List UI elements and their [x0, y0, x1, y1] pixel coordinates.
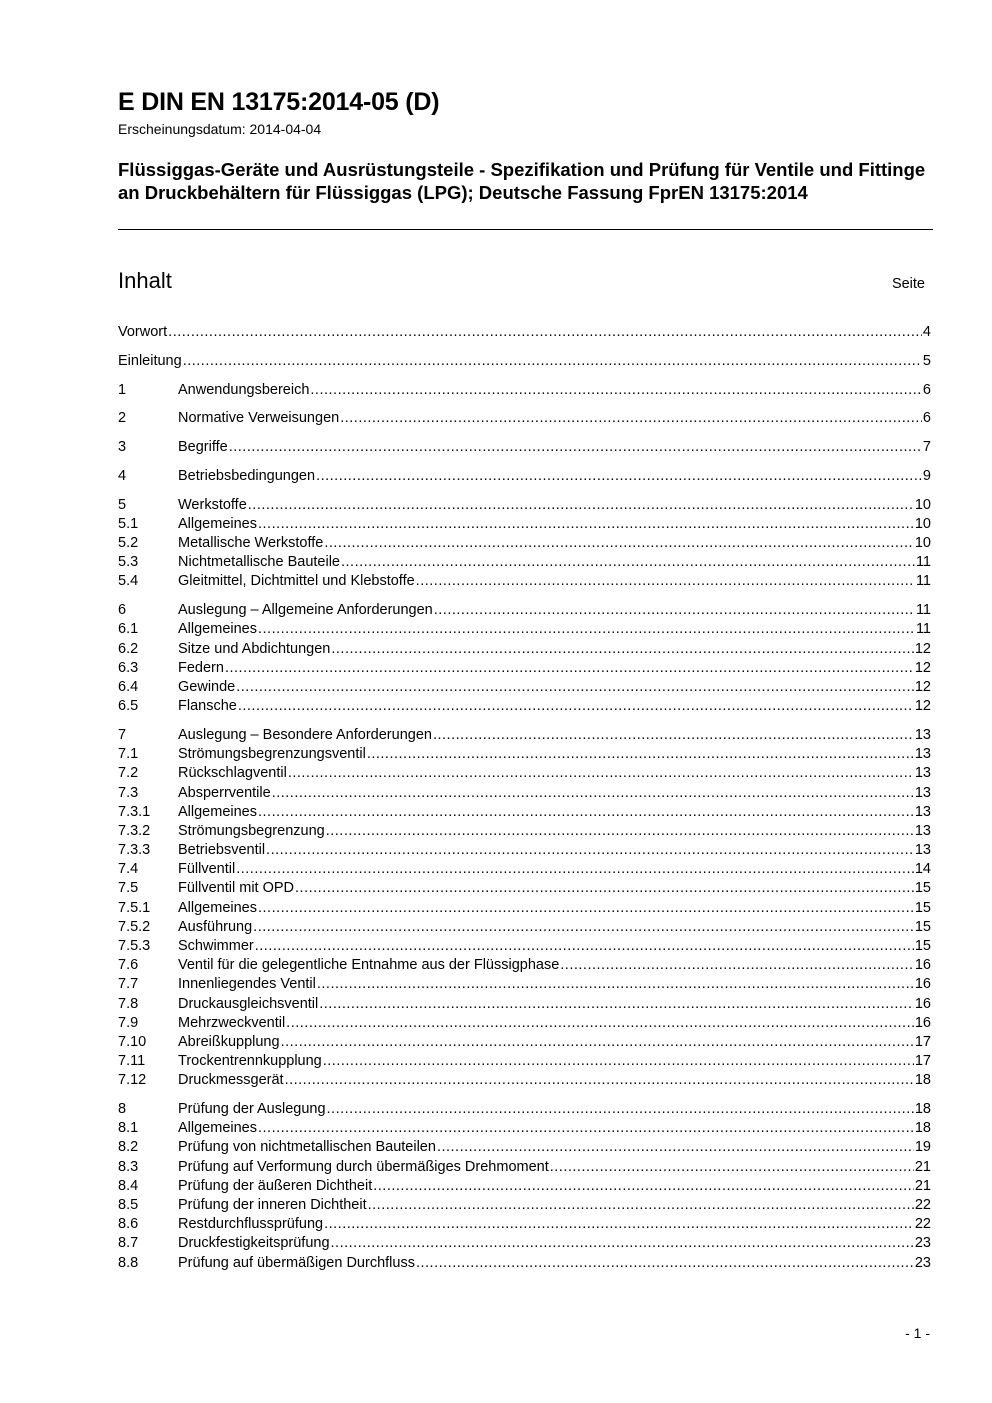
toc-entry-title: Anwendungsbereich: [178, 381, 310, 398]
toc-dot-leader: [310, 381, 922, 400]
toc-entry-number: 8.6: [118, 1216, 139, 1233]
toc-entry-title: Allgemeines: [178, 1120, 257, 1137]
toc-entry-number: 6: [118, 602, 127, 619]
toc-group: [118, 352, 931, 371]
toc-entry-number: 6.2: [118, 640, 139, 657]
toc-entry[interactable]: [118, 1138, 931, 1157]
toc-dot-leader: [281, 1033, 914, 1052]
toc-entry-number: 7.12: [118, 1072, 147, 1089]
toc-entry[interactable]: [118, 899, 931, 918]
toc-dot-leader: [266, 841, 914, 860]
toc-entry-number: 7.1: [118, 746, 139, 763]
toc-entry-number: 8.5: [118, 1197, 139, 1214]
toc-entry[interactable]: [118, 534, 931, 553]
toc-entry-number: 7.10: [118, 1033, 147, 1050]
toc-entry-title: Normative Verweisungen: [178, 410, 340, 427]
toc-dot-leader: [258, 899, 914, 918]
toc-dot-leader: [236, 860, 914, 879]
toc-entry-page: 11: [915, 573, 931, 590]
toc-entry-title: Allgemeines: [178, 803, 257, 820]
toc-dot-leader: [331, 1234, 914, 1253]
toc-entry[interactable]: [118, 323, 931, 342]
toc-dot-leader: [323, 1052, 914, 1071]
toc-entry[interactable]: [118, 1100, 931, 1119]
toc-entry-number: 8.3: [118, 1158, 139, 1175]
toc-entry-number: 8: [118, 1101, 127, 1118]
toc-entry-page: 16: [914, 995, 931, 1012]
toc-dot-leader: [272, 784, 914, 803]
toc-entry-page: 21: [914, 1158, 931, 1175]
toc-entry-title: Gleitmittel, Dichtmittel und Klebstoffe: [178, 573, 415, 590]
publication-date: Erscheinungsdatum: 2014-04-04: [118, 121, 322, 137]
toc-entry-number: 7.7: [118, 976, 139, 993]
toc-entry[interactable]: [118, 697, 931, 716]
toc-entry-title: Strömungsbegrenzungsventil: [178, 746, 366, 763]
toc-entry[interactable]: [118, 1196, 931, 1215]
toc-entry-title: Auslegung – Allgemeine Anforderungen: [178, 602, 433, 619]
toc-entry-title: Ventil für die gelegentliche Entnahme aus der Flüssigphase: [178, 957, 560, 974]
toc-entry-number: 8.2: [118, 1139, 139, 1156]
toc-dot-leader: [295, 879, 914, 898]
toc-entry-title: Allgemeines: [178, 621, 257, 638]
toc-entry[interactable]: [118, 640, 931, 659]
toc-entry-page: 12: [914, 659, 931, 676]
toc-dot-leader: [258, 1119, 914, 1138]
toc-entry[interactable]: [118, 1119, 931, 1138]
toc-entry-page: 15: [914, 918, 931, 935]
document-title: Flüssiggas-Geräte und Ausrüstungsteile - Spezifikation und Prüfung für Ventile und Fittinge an Druckbehältern für Flüssiggas (LPG); Deutsche Fassung FprEN 13175:2014: [118, 159, 926, 203]
toc-entry[interactable]: [118, 726, 931, 745]
toc-entry-title: Ausführung: [178, 918, 253, 935]
toc-entry-title: Prüfung auf übermäßigen Durchfluss: [178, 1254, 415, 1271]
toc-entry-number: 5.2: [118, 535, 139, 552]
toc-entry[interactable]: [118, 409, 931, 428]
toc-entry[interactable]: [118, 1052, 931, 1071]
toc-entry-page: 11: [915, 621, 931, 638]
toc-entry-number: 7.9: [118, 1014, 139, 1031]
toc-entry[interactable]: [118, 918, 931, 937]
toc-entry[interactable]: [118, 381, 931, 400]
toc-entry-page: 18: [914, 1120, 931, 1137]
toc-entry-page: 23: [914, 1254, 931, 1271]
toc-entry-number: 7: [118, 726, 127, 743]
toc-group: [118, 496, 931, 592]
toc-entry-title: Restdurchflussprüfung: [178, 1216, 324, 1233]
toc-group: [118, 323, 931, 342]
toc-entry[interactable]: [118, 956, 931, 975]
toc-group: [118, 381, 931, 400]
toc-dot-leader: [416, 572, 915, 591]
toc-entry-title: Prüfung der äußeren Dichtheit: [178, 1177, 373, 1194]
toc-entry-title: Druckfestigkeitsprüfung: [178, 1235, 330, 1252]
toc-entry-title: Schwimmer: [178, 938, 254, 954]
toc-entry-title: Abreißkupplung: [178, 1033, 280, 1050]
toc-entry-page: 16: [914, 1014, 931, 1031]
toc-entry[interactable]: [118, 975, 931, 994]
toc-entry-title: Innenliegendes Ventil: [178, 976, 316, 993]
toc-dot-leader: [319, 995, 914, 1014]
toc-entry-page: 10: [914, 496, 931, 513]
toc-entry[interactable]: [118, 1158, 931, 1177]
toc-dot-leader: [236, 678, 914, 697]
toc-entry-number: 6.4: [118, 678, 139, 695]
toc-dot-leader: [341, 553, 915, 572]
toc-dot-leader: [326, 822, 914, 841]
toc-entry-title: Absperrventile: [178, 784, 271, 801]
toc-dot-leader: [416, 1254, 914, 1273]
toc-entry-number: 8.4: [118, 1177, 139, 1194]
toc-group: [118, 601, 931, 716]
toc-entry-title: Mehrzweckventil: [178, 1014, 286, 1031]
toc-dot-leader: [316, 467, 922, 486]
toc-entry-title: Gewinde: [178, 678, 236, 695]
toc-entry-number: 1: [118, 381, 127, 398]
toc-entry[interactable]: [118, 496, 931, 515]
toc-entry-page: 15: [914, 899, 931, 916]
toc-entry-page: 13: [914, 842, 931, 859]
toc-entry-title: Betriebsventil: [178, 842, 266, 859]
toc-entry[interactable]: [118, 467, 931, 486]
toc-dot-leader: [324, 534, 914, 553]
document-id: E DIN EN 13175:2014-05 (D): [118, 88, 440, 116]
toc-dot-leader: [550, 1158, 914, 1177]
toc-entry-title: Nichtmetallische Bauteile: [178, 554, 340, 571]
toc-entry[interactable]: [118, 937, 931, 956]
toc-entry[interactable]: [118, 764, 931, 783]
toc-entry-page: 13: [914, 784, 931, 801]
toc-entry-page: 17: [914, 1053, 931, 1070]
toc-entry-number: 7.6: [118, 957, 139, 974]
toc-entry-page: 9: [922, 467, 931, 484]
toc-dot-leader: [437, 1138, 914, 1157]
toc-entry[interactable]: [118, 879, 931, 898]
toc-entry-title: Begriffe: [178, 439, 228, 456]
toc-entry-page: 15: [914, 880, 931, 897]
toc-dot-leader: [368, 1196, 914, 1215]
toc-entry-number: 7.3: [118, 784, 139, 801]
toc-entry-page: 13: [914, 726, 931, 743]
toc-entry[interactable]: [118, 438, 931, 457]
toc-entry-page: 21: [914, 1177, 931, 1194]
toc-entry-page: 22: [914, 1197, 931, 1214]
toc-entry-number: 5.4: [118, 573, 139, 590]
toc-entry-page: 13: [914, 746, 931, 763]
toc-entry-page: 11: [915, 602, 931, 619]
toc-entry-title: Trockentrennkupplung: [178, 1053, 322, 1070]
toc-entry-number: 7.3.2: [118, 822, 151, 839]
toc-entry-page: 23: [914, 1235, 931, 1252]
toc-entry-number: 7.11: [118, 1053, 146, 1070]
title-divider: [118, 229, 933, 230]
toc-group: [118, 409, 931, 428]
toc-entry-page: 6: [922, 410, 931, 427]
toc-entry-number: 2: [118, 410, 127, 427]
toc-dot-leader: [229, 438, 922, 457]
toc-entry-page: 5: [922, 352, 931, 369]
toc-entry-title: Strömungsbegrenzung: [178, 822, 325, 839]
toc-entry-number: 4: [118, 467, 127, 484]
toc-dot-leader: [253, 918, 914, 937]
toc-entry-page: 11: [915, 554, 931, 571]
toc-entry-number: 5: [118, 496, 127, 513]
toc-entry-number: 7.8: [118, 995, 139, 1012]
toc-entry-page: 10: [914, 535, 931, 552]
toc-entry-page: 6: [922, 381, 931, 398]
toc-entry-number: 7.5.2: [118, 918, 151, 935]
toc-dot-leader: [560, 956, 914, 975]
toc-entry[interactable]: [118, 572, 931, 591]
toc-entry-title: Flansche: [178, 698, 237, 715]
toc-entry[interactable]: [118, 1071, 931, 1090]
toc-entry-number: 7.3.3: [118, 842, 151, 859]
toc-dot-leader: [340, 409, 922, 428]
toc-entry-title: Werkstoffe: [178, 496, 247, 513]
toc-entry-title: Druckmessgerät: [178, 1072, 284, 1089]
toc-dot-leader: [248, 496, 914, 515]
toc-dot-leader: [288, 764, 914, 783]
toc-entry-number: 5.3: [118, 554, 139, 571]
toc-dot-leader: [225, 659, 914, 678]
toc-entry[interactable]: [118, 995, 931, 1014]
toc-entry-page: 14: [914, 861, 931, 878]
toc-dot-leader: [168, 323, 922, 342]
toc-page-column-label: Seite: [891, 276, 925, 292]
toc-entry[interactable]: [118, 1014, 931, 1033]
toc-entry[interactable]: [118, 1254, 931, 1273]
toc-entry-title: Einleitung: [118, 352, 182, 369]
toc-entry[interactable]: [118, 803, 931, 822]
toc-entry-number: 3: [118, 439, 127, 456]
toc-entry-page: 16: [914, 957, 931, 974]
toc-dot-leader: [367, 745, 914, 764]
toc-entry[interactable]: [118, 1234, 931, 1253]
toc-entry-number: 8.1: [118, 1120, 139, 1137]
toc-entry-title: Betriebsbedingungen: [178, 467, 316, 484]
toc-dot-leader: [258, 515, 914, 534]
toc-entry[interactable]: [118, 515, 931, 534]
toc-group: [118, 1100, 931, 1273]
toc-entry-title: Prüfung der inneren Dichtheit: [178, 1197, 367, 1214]
toc-entry-page: 13: [914, 765, 931, 782]
toc-entry[interactable]: [118, 659, 931, 678]
toc-entry[interactable]: [118, 352, 931, 371]
toc-entry-page: 13: [914, 803, 931, 820]
toc-entry-page: 19: [914, 1139, 931, 1156]
toc-entry[interactable]: [118, 678, 931, 697]
toc-entry-title: Allgemeines: [178, 515, 257, 532]
toc-entry-number: 7.5.1: [118, 899, 151, 916]
page-number: - 1 -: [905, 1325, 930, 1341]
toc-entry-page: 16: [914, 976, 931, 993]
toc-dot-leader: [433, 726, 914, 745]
toc-entry-title: Federn: [178, 659, 224, 676]
toc-entry[interactable]: [118, 841, 931, 860]
toc-entry-number: 5.1: [118, 515, 139, 532]
toc-entry-title: Metallische Werkstoffe: [178, 535, 324, 552]
toc-entry-title: Füllventil: [178, 861, 236, 878]
toc-entry-number: 7.5: [118, 880, 139, 897]
toc-entry[interactable]: [118, 822, 931, 841]
toc-entry-page: 17: [914, 1033, 931, 1050]
toc-dot-leader: [317, 975, 914, 994]
toc-entry-title: Prüfung auf Verformung durch übermäßiges Drehmoment: [178, 1158, 549, 1175]
toc-entry-page: 18: [914, 1101, 931, 1118]
toc-dot-leader: [331, 640, 913, 659]
toc-dot-leader: [258, 620, 915, 639]
toc-entry[interactable]: [118, 860, 931, 879]
toc-entry-number: 8.8: [118, 1254, 139, 1271]
toc-entry-title: Druckausgleichsventil: [178, 995, 319, 1012]
toc-entry[interactable]: [118, 784, 931, 803]
toc-entry-number: 8.7: [118, 1235, 139, 1252]
toc-entry-page: 13: [914, 822, 931, 839]
toc-dot-leader: [327, 1100, 914, 1119]
toc-entry-number: 6.5: [118, 698, 139, 715]
toc-entry-title: Prüfung von nichtmetallischen Bauteilen: [178, 1139, 436, 1156]
toc-dot-leader: [238, 697, 914, 716]
toc-entry-page: 12: [914, 678, 931, 695]
toc-dot-leader: [183, 352, 922, 371]
toc-entry-page: 18: [914, 1072, 931, 1089]
toc-entry-number: 7.3.1: [118, 803, 151, 820]
toc-entry-title: Füllventil mit OPD: [178, 880, 295, 897]
toc-entry-title: Allgemeines: [178, 899, 257, 916]
toc-entry[interactable]: [118, 745, 931, 764]
toc-dot-leader: [255, 937, 914, 956]
toc-entry-number: 7.4: [118, 861, 139, 878]
toc-heading: Inhalt: [118, 268, 172, 293]
toc-entry-title: Prüfung der Auslegung: [178, 1101, 326, 1118]
toc-entry-number: 7.5.3: [118, 938, 151, 954]
toc-entry-page: 4: [922, 324, 931, 340]
toc-entry-number: 6.3: [118, 659, 139, 676]
toc-group: [118, 467, 931, 486]
toc-entry-page: 10: [914, 515, 931, 532]
toc-entry-number: 6.1: [118, 621, 139, 638]
toc-entry-page: 12: [914, 640, 931, 657]
toc-group: [118, 726, 931, 1091]
toc-dot-leader: [434, 601, 915, 620]
toc-entry[interactable]: [118, 553, 931, 572]
table-of-contents: [118, 323, 931, 1282]
toc-entry-title: Rückschlagventil: [178, 765, 287, 782]
toc-entry[interactable]: [118, 1033, 931, 1052]
toc-dot-leader: [285, 1071, 914, 1090]
toc-dot-leader: [286, 1014, 914, 1033]
toc-entry[interactable]: [118, 1215, 931, 1234]
toc-entry-page: 12: [914, 698, 931, 715]
toc-entry-title: Sitze und Abdichtungen: [178, 640, 331, 657]
toc-entry-page: 22: [914, 1216, 931, 1233]
toc-dot-leader: [258, 803, 914, 822]
toc-group: [118, 438, 931, 457]
toc-entry-number: 7.2: [118, 765, 139, 782]
toc-entry-title: Auslegung – Besondere Anforderungen: [178, 726, 432, 743]
toc-entry[interactable]: [118, 620, 931, 639]
toc-dot-leader: [373, 1177, 914, 1196]
toc-dot-leader: [324, 1215, 914, 1234]
toc-entry-title: Vorwort: [118, 324, 168, 340]
toc-entry[interactable]: [118, 601, 931, 620]
toc-entry[interactable]: [118, 1177, 931, 1196]
toc-entry-page: 15: [914, 938, 931, 954]
toc-entry-page: 7: [922, 439, 931, 456]
